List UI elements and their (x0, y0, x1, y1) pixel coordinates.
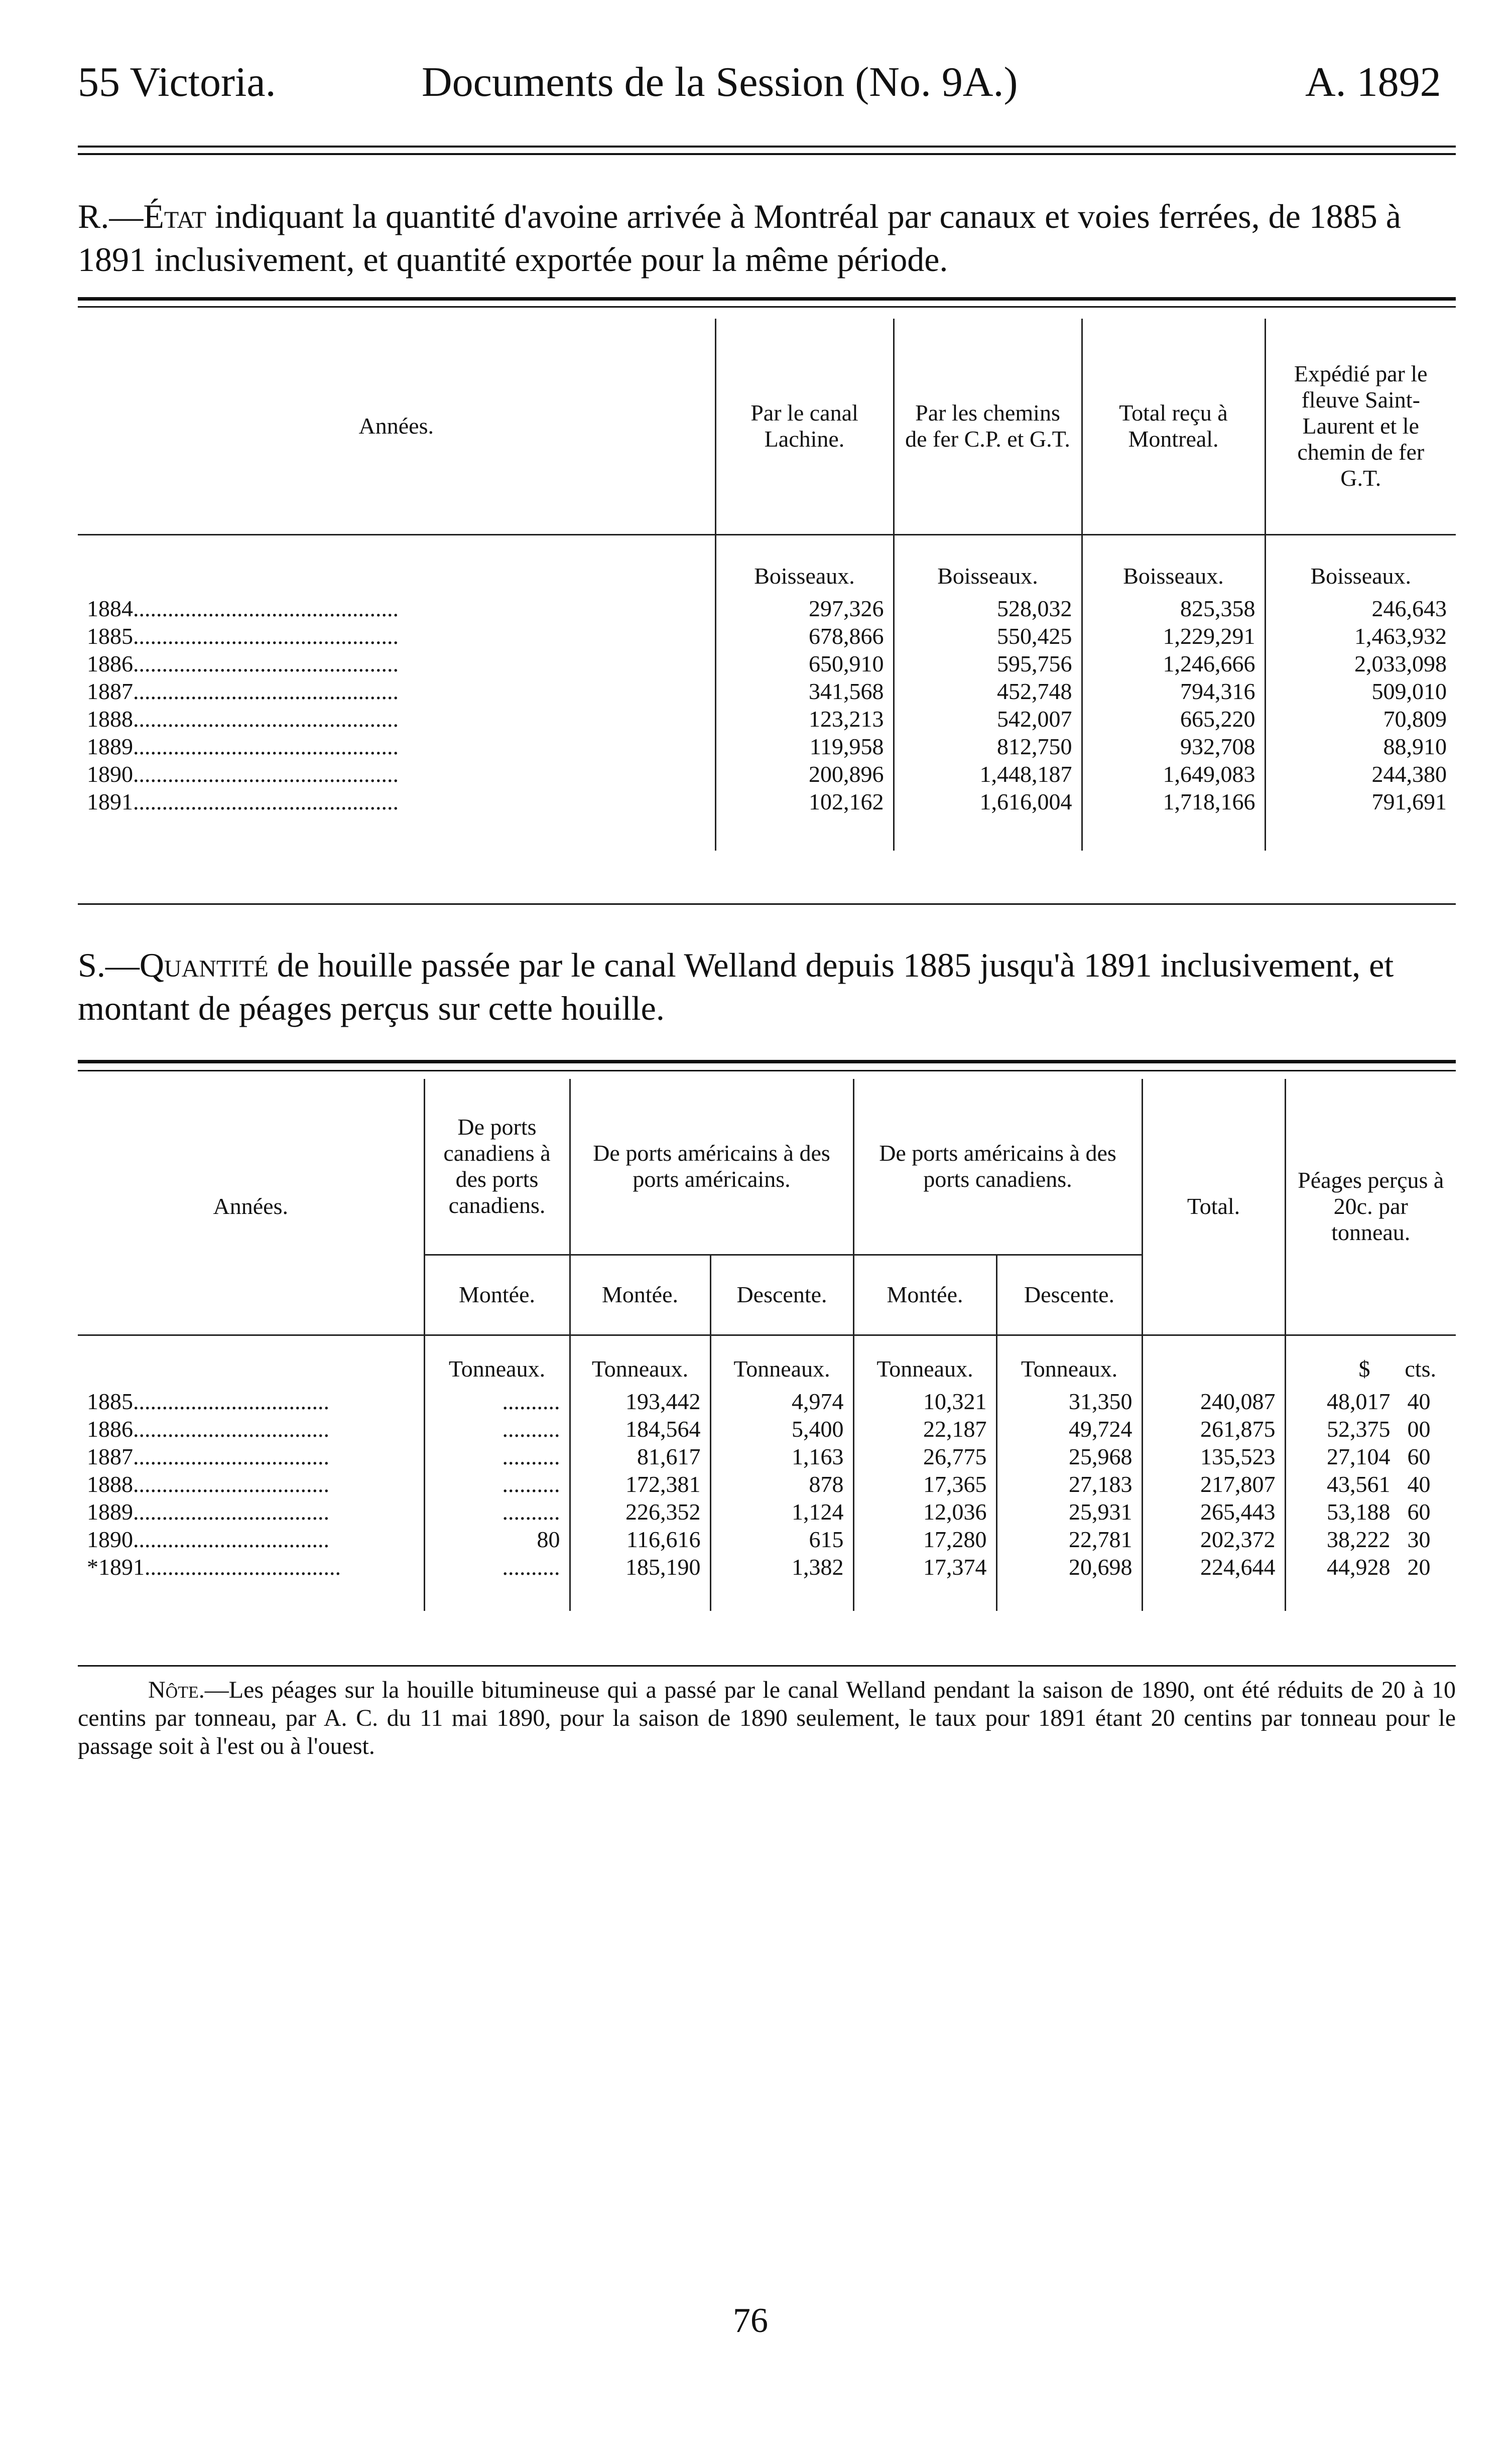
table-s-total: 202,372 (1142, 1526, 1285, 1553)
table-s-header-down: Descente. (710, 1255, 853, 1335)
table-r-row (78, 590, 1456, 622)
table-r-header-shipped: Expédié par le fleuve Saint-Laurent et le chemin de fer G.T. (1265, 319, 1456, 534)
table-r-unit: Boisseaux. (894, 534, 1082, 590)
table-r-shipped: 509,010 (1265, 677, 1456, 705)
table-s-header-total: Total. (1142, 1079, 1285, 1335)
table-s-header-down: Descente. (996, 1255, 1142, 1335)
table-r-year (78, 650, 715, 677)
table-s-year (78, 1470, 424, 1498)
table-s-row (78, 1526, 1456, 1553)
table-s-label: S.— (78, 946, 140, 984)
table-s-dollars: 53,188 (1327, 1499, 1391, 1525)
table-s-tolls (1285, 1443, 1456, 1470)
table-r-year (78, 760, 715, 788)
table-r-railways: 812,750 (894, 733, 1082, 760)
table-s-can-can: .......... (424, 1553, 570, 1581)
table-s-cents: 40 (1407, 1471, 1431, 1497)
table-s-uc-down: 49,724 (996, 1415, 1142, 1443)
table-r-year (78, 590, 715, 622)
leader-dots: .............................................. (133, 761, 399, 787)
table-s-us-down: 1,163 (710, 1443, 853, 1470)
year-label: 1887 (87, 1444, 133, 1469)
table-s-us-up: 184,564 (570, 1415, 710, 1443)
table-r-row (78, 760, 1456, 788)
table-s-row (78, 1498, 1456, 1526)
table-r-total: 1,718,166 (1082, 788, 1265, 815)
table-r-row (78, 650, 1456, 677)
table-s-us-down: 4,974 (710, 1383, 853, 1415)
table-s-header-tolls: Péages perçus à 20c. par tonneau. (1285, 1079, 1456, 1335)
running-head-center: Documents de la Session (No. 9A.) (422, 59, 1018, 105)
table-s-uc-down: 25,968 (996, 1443, 1142, 1470)
table-s-us-down: 1,124 (710, 1498, 853, 1526)
page-number: 76 (733, 2301, 768, 2340)
table-s-uc-up: 10,321 (853, 1383, 996, 1415)
year-label: 1890 (87, 1527, 133, 1552)
table-r-header-railways: Par les chemins de fer C.P. et G.T. (894, 319, 1082, 534)
table-s-uc-down: 25,931 (996, 1498, 1142, 1526)
table-r-row (78, 677, 1456, 705)
table-s-us-down: 878 (710, 1470, 853, 1498)
year-label: 1889 (87, 1499, 133, 1525)
table-r-label: R.— (78, 197, 144, 235)
table-r-railways: 1,616,004 (894, 788, 1082, 815)
table-s-dollars: 27,104 (1327, 1444, 1391, 1469)
table-s-uc-up: 26,775 (853, 1443, 996, 1470)
table-r-shipped: 2,033,098 (1265, 650, 1456, 677)
table-s (78, 1079, 1456, 1611)
table-r-row (78, 788, 1456, 815)
table-s-can-can: 80 (424, 1526, 570, 1553)
table-r-header-total: Total reçu à Montreal. (1082, 319, 1265, 534)
table-s-dollars: 52,375 (1327, 1416, 1391, 1442)
year-label: 1884 (87, 596, 133, 621)
table-r-rule-top (78, 297, 1456, 301)
table-r-year (78, 622, 715, 650)
table-s-uc-down: 22,781 (996, 1526, 1142, 1553)
note-text: —Les péages sur la houille bitumineuse qui a passé par le canal Welland pendant la saison de 1890, ont été réduits de 20 à 10 centins par tonneau, par A. C. du 11 mai 1890, pour la saison de 1890 seulement, le taux pour 1891 étant 20 centins par tonneau pour le passage soit à l'est ou à l'ouest. (78, 1677, 1456, 1759)
year-label: 1890 (87, 761, 133, 787)
table-s-tolls (1285, 1553, 1456, 1581)
leader-dots: .............................................. (133, 623, 399, 649)
table-r-total: 1,246,666 (1082, 650, 1265, 677)
year-label: 1886 (87, 651, 133, 676)
table-r-title-sc: État (143, 197, 207, 235)
table-s-year (78, 1415, 424, 1443)
table-s-cents: 30 (1407, 1527, 1431, 1552)
table-r-lachine: 341,568 (715, 677, 894, 705)
leader-dots: .............................................. (133, 706, 399, 732)
year-label: 1886 (87, 1416, 133, 1442)
table-s-us-up: 193,442 (570, 1383, 710, 1415)
leader-dots: .................................. (133, 1444, 329, 1469)
table-s-us-down: 1,382 (710, 1553, 853, 1581)
table-r-lachine: 200,896 (715, 760, 894, 788)
table-r-row (78, 622, 1456, 650)
leader-dots: .................................. (133, 1389, 329, 1414)
table-r-shipped: 88,910 (1265, 733, 1456, 760)
year-label: 1885 (87, 623, 133, 649)
table-s-row (78, 1383, 1456, 1415)
table-r-lachine: 119,958 (715, 733, 894, 760)
table-r-title (78, 195, 1456, 281)
table-s-tolls (1285, 1415, 1456, 1443)
table-r-rule-top-thin (78, 306, 1456, 308)
table-s-total: 265,443 (1142, 1498, 1285, 1526)
table-s-can-can: .......... (424, 1383, 570, 1415)
table-s-uc-down: 27,183 (996, 1470, 1142, 1498)
table-s-cents: 00 (1407, 1416, 1431, 1442)
table-s-us-up: 185,190 (570, 1553, 710, 1581)
year-label: 1891 (87, 789, 133, 814)
table-s-cents: 60 (1407, 1444, 1431, 1469)
year-label: 1888 (87, 706, 133, 732)
table-s-total: 224,644 (1142, 1553, 1285, 1581)
table-s-row (78, 1470, 1456, 1498)
table-s-rule-bottom (78, 1665, 1456, 1667)
leader-dots: .............................................. (133, 734, 399, 759)
table-s-rule-top-thin (78, 1070, 1456, 1071)
table-s-us-up: 81,617 (570, 1443, 710, 1470)
table-r-total: 794,316 (1082, 677, 1265, 705)
table-r-title-text: indiquant la quantité d'avoine arrivée à Montréal par canaux et voies ferrées, de 1885 à 1891 inclusivement, et quantité exportée pour la même période. (78, 197, 1401, 279)
table-s-header-years: Années. (213, 1193, 288, 1219)
table-r-total: 665,220 (1082, 705, 1265, 733)
table-s-year (78, 1498, 424, 1526)
table-s-unit-money (1285, 1335, 1456, 1383)
table-r-railways: 528,032 (894, 590, 1082, 622)
table-s-year (78, 1553, 424, 1581)
note-label: Nôte. (148, 1677, 205, 1703)
table-s-total: 240,087 (1142, 1383, 1285, 1415)
table-s-us-down: 615 (710, 1526, 853, 1553)
table-r-row (78, 733, 1456, 760)
table-r-shipped: 244,380 (1265, 760, 1456, 788)
table-s-year (78, 1443, 424, 1470)
table-s-us-up: 116,616 (570, 1526, 710, 1553)
table-r-railways: 550,425 (894, 622, 1082, 650)
table-s-row (78, 1415, 1456, 1443)
table-s-title (78, 943, 1456, 1030)
table-s-us-down: 5,400 (710, 1415, 853, 1443)
table-r-header-lachine: Par le canal Lachine. (715, 319, 894, 534)
table-s-can-can: .......... (424, 1443, 570, 1470)
table-s-unit: Tonneaux. (570, 1335, 710, 1383)
header-rule-top (78, 146, 1456, 148)
year-label: *1891 (87, 1554, 145, 1580)
table-s-note (78, 1676, 1456, 1760)
table-s-can-can: .......... (424, 1470, 570, 1498)
table-s-total: 261,875 (1142, 1415, 1285, 1443)
table-s-uc-up: 22,187 (853, 1415, 996, 1443)
table-s-can-can: .......... (424, 1498, 570, 1526)
table-r-row (78, 705, 1456, 733)
table-r-shipped: 246,643 (1265, 590, 1456, 622)
table-r-lachine: 297,326 (715, 590, 894, 622)
leader-dots: .............................................. (133, 789, 399, 814)
table-s-header-us-us: De ports américains à des ports américains. (570, 1079, 853, 1255)
leader-dots: .................................. (145, 1554, 341, 1580)
table-s-uc-up: 17,280 (853, 1526, 996, 1553)
table-s-dollars: 44,928 (1327, 1554, 1391, 1580)
table-r-unit: Boisseaux. (1082, 534, 1265, 590)
table-s-unit-dollar: $ (1358, 1356, 1370, 1382)
table-r-total: 932,708 (1082, 733, 1265, 760)
table-s-row (78, 1443, 1456, 1470)
table-r-shipped: 791,691 (1265, 788, 1456, 815)
table-s-cents: 60 (1407, 1499, 1431, 1525)
table-s-dollars: 38,222 (1327, 1527, 1391, 1552)
table-s-header-up: Montée. (570, 1255, 710, 1335)
table-s-uc-up: 17,365 (853, 1470, 996, 1498)
table-s-cents: 40 (1407, 1389, 1431, 1414)
table-s-uc-down: 31,350 (996, 1383, 1142, 1415)
table-s-year (78, 1383, 424, 1415)
table-s-row (78, 1553, 1456, 1581)
table-s-header-up: Montée. (853, 1255, 996, 1335)
table-r-total: 825,358 (1082, 590, 1265, 622)
table-s-tolls (1285, 1526, 1456, 1553)
table-s-tolls (1285, 1470, 1456, 1498)
table-r-unit: Boisseaux. (1265, 534, 1456, 590)
table-s-uc-up: 12,036 (853, 1498, 996, 1526)
running-head-left: 55 Victoria. (78, 59, 276, 105)
leader-dots: .................................. (133, 1471, 329, 1497)
table-r-lachine: 102,162 (715, 788, 894, 815)
table-r-unit: Boisseaux. (715, 534, 894, 590)
year-label: 1887 (87, 678, 133, 704)
table-s-unit: Tonneaux. (710, 1335, 853, 1383)
table-r-total: 1,649,083 (1082, 760, 1265, 788)
year-label: 1885 (87, 1389, 133, 1414)
table-s-uc-down: 20,698 (996, 1553, 1142, 1581)
table-r-railways: 1,448,187 (894, 760, 1082, 788)
table-r-year (78, 705, 715, 733)
table-s-tolls (1285, 1383, 1456, 1415)
leader-dots: .............................................. (133, 596, 399, 621)
table-r-lachine: 123,213 (715, 705, 894, 733)
table-s-header-can-can: De ports canadiens à des ports canadiens. (424, 1079, 570, 1255)
table-r-shipped: 70,809 (1265, 705, 1456, 733)
table-s-us-up: 226,352 (570, 1498, 710, 1526)
table-r-lachine: 678,866 (715, 622, 894, 650)
leader-dots: .............................................. (133, 678, 399, 704)
table-s-header-us-can: De ports américains à des ports canadiens. (853, 1079, 1142, 1255)
year-label: 1888 (87, 1471, 133, 1497)
table-s-uc-up: 17,374 (853, 1553, 996, 1581)
table-r-rule-bottom (78, 903, 1456, 905)
year-label: 1889 (87, 734, 133, 759)
leader-dots: .................................. (133, 1499, 329, 1525)
table-s-unit: Tonneaux. (424, 1335, 570, 1383)
table-r-railways: 542,007 (894, 705, 1082, 733)
table-s-dollars: 43,561 (1327, 1471, 1391, 1497)
table-s-title-sc: Quantité (139, 946, 269, 984)
table-s-unit-cents: cts. (1405, 1356, 1436, 1382)
table-r-railways: 452,748 (894, 677, 1082, 705)
table-s-total: 217,807 (1142, 1470, 1285, 1498)
table-r-year (78, 677, 715, 705)
table-r-year (78, 733, 715, 760)
table-s-us-up: 172,381 (570, 1470, 710, 1498)
table-r-shipped: 1,463,932 (1265, 622, 1456, 650)
table-s-can-can: .......... (424, 1415, 570, 1443)
leader-dots: .............................................. (133, 651, 399, 676)
table-s-unit: Tonneaux. (996, 1335, 1142, 1383)
table-s-dollars: 48,017 (1327, 1389, 1391, 1414)
running-head-right: A. 1892 (1305, 59, 1441, 105)
table-r (78, 319, 1456, 851)
table-r-year (78, 788, 715, 815)
table-s-total: 135,523 (1142, 1443, 1285, 1470)
header-rule-bottom (78, 153, 1456, 155)
leader-dots: .................................. (133, 1416, 329, 1442)
table-s-unit: Tonneaux. (853, 1335, 996, 1383)
table-r-lachine: 650,910 (715, 650, 894, 677)
table-s-tolls (1285, 1498, 1456, 1526)
table-s-title-text: de houille passée par le canal Welland depuis 1885 jusqu'à 1891 inclusivement, et montant de péages perçus sur cette houille. (78, 946, 1394, 1027)
table-s-header-up: Montée. (424, 1255, 570, 1335)
table-s-year (78, 1526, 424, 1553)
table-s-cents: 20 (1407, 1554, 1431, 1580)
table-r-total: 1,229,291 (1082, 622, 1265, 650)
table-r-railways: 595,756 (894, 650, 1082, 677)
table-r-header-years: Années. (358, 413, 434, 439)
table-s-rule-top (78, 1060, 1456, 1063)
leader-dots: .................................. (133, 1527, 329, 1552)
